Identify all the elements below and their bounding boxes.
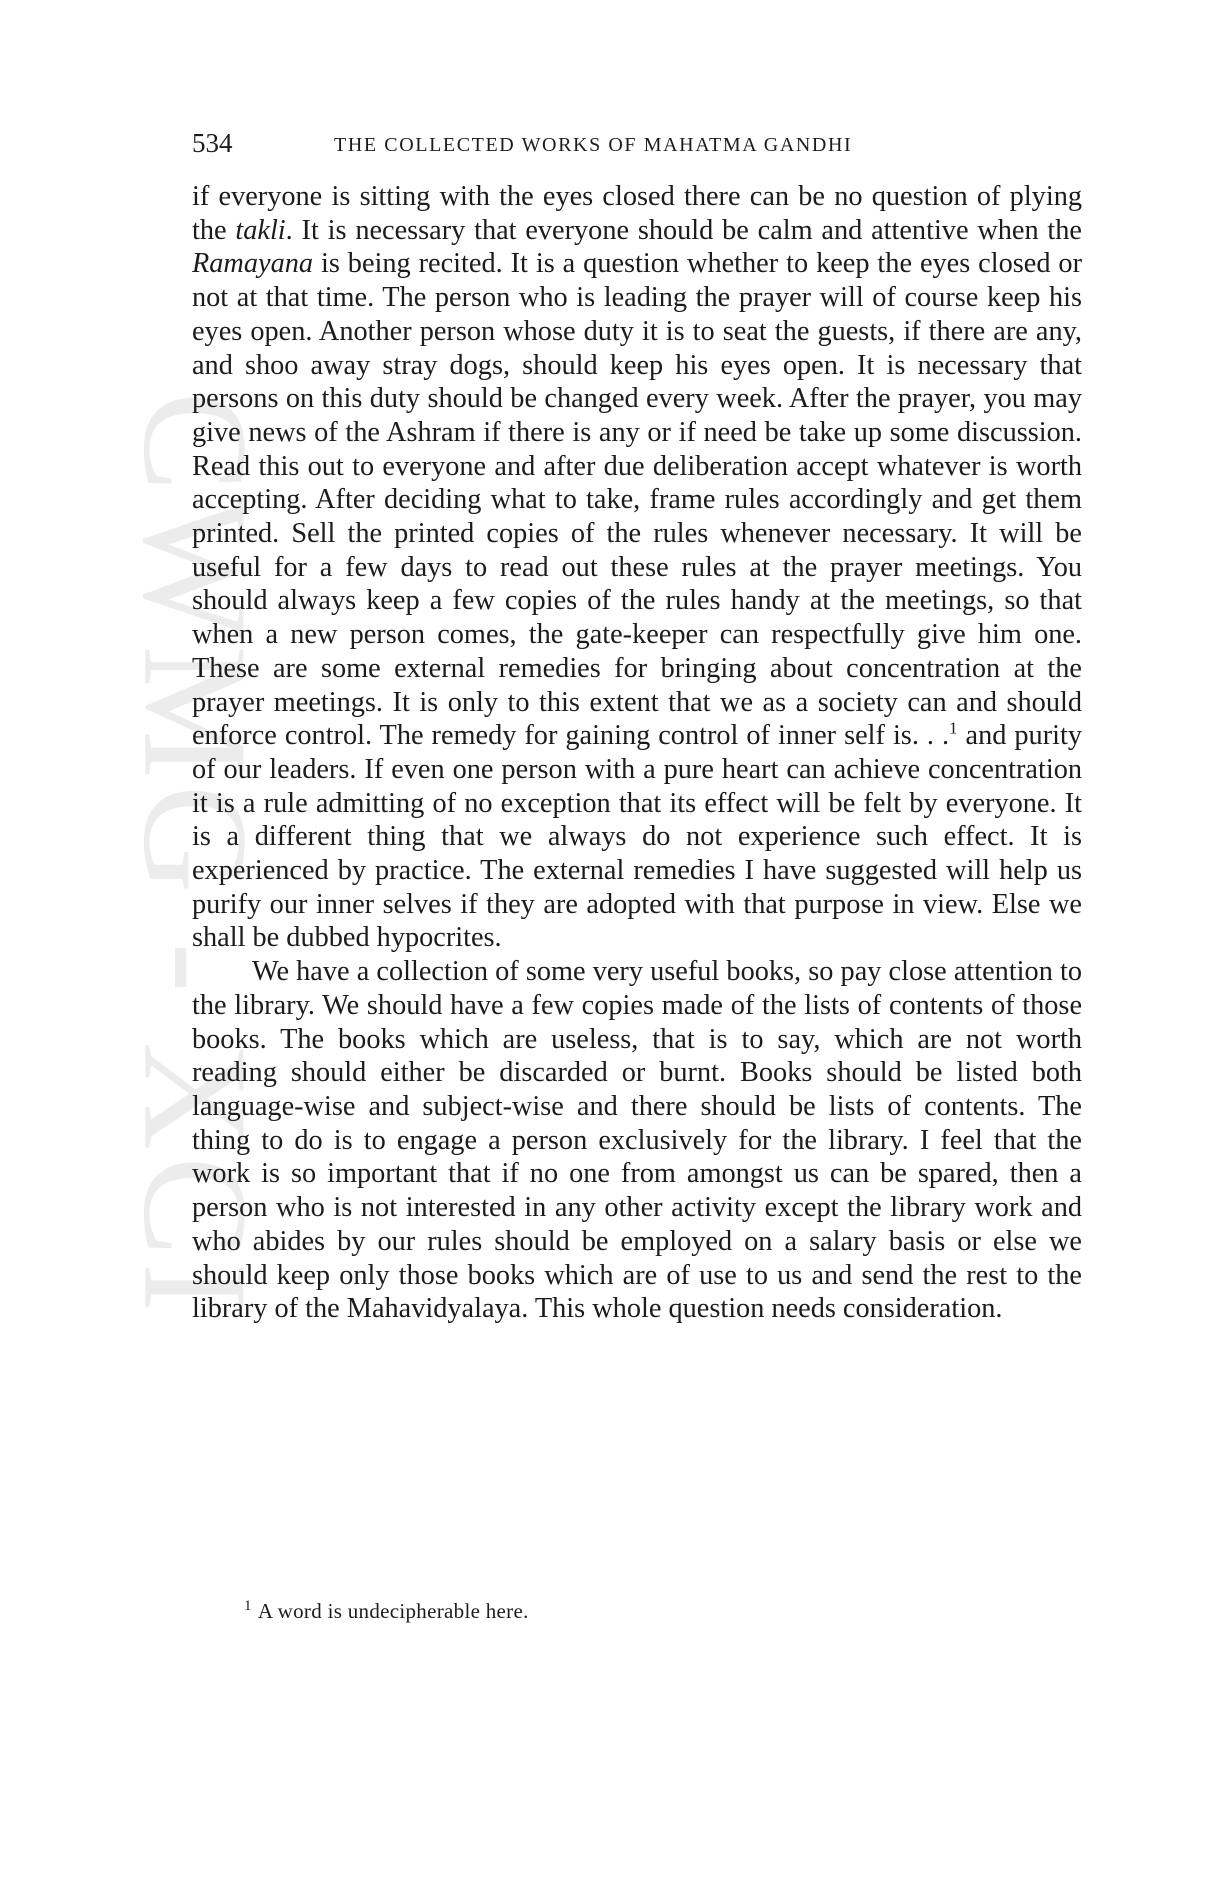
footnote-marker: 1 — [244, 1598, 252, 1614]
page-number: 534 — [192, 128, 233, 158]
paragraph-2: We have a collection of some very useful books, so pay close attention to the library. We should have a few copies made of the lists of contents of those books. The books which are useless, that is to say, which are not worth reading should either be discarded or burnt. Books should be listed both language-wise and subject-wise and there should be lists of contents. The thing to do is to engage a person exclusively for the library. I feel that the work is so important that if no one from amongst us can be spared, then a person who is not interested in any other activity except the library work and who abides by our rules should be employed on a salary basis or else we should keep only those books which are of use to us and send the rest to the library of the Mahavidyalaya. This whole question needs consideration. — [192, 956, 1082, 1325]
running-head: THE COLLECTED WORKS OF MAHATMA GANDHI — [334, 134, 853, 156]
takli-term: takli — [235, 214, 286, 246]
watermark-text: CWMG - XCI — [112, 391, 279, 1319]
paragraph-1-part-4: and purity of our leaders. If even one person with a pure heart can achieve concentration it is a rule admitting of no exception that its effect will be felt by everyone. It is a different thing that we always do not experience such effect. It is experienced by practice. The external remedies I have suggested will help us purify our inner selves if they are adopted with that purpose in view. Else we shall be dubbed hypocrites. — [192, 720, 1082, 954]
paragraph-1-part-1: if everyone is sitting with the eyes closed there can be no question of plying the — [192, 181, 1082, 246]
ramayana-term: Ramayana — [192, 248, 314, 280]
body-text — [192, 180, 1082, 1326]
page-header — [192, 128, 1082, 168]
footnote-text: A word is undecipherable here. — [257, 1599, 529, 1623]
paragraph-1 — [192, 180, 1082, 955]
paragraph-1-part-3: is being recited. It is a question whether to keep the eyes closed or not at that time. The person who is leading the prayer will of course keep his eyes open. Another person whose duty it is to seat the guests, if there are any, and shoo away stray dogs, should keep his eyes open. It is necessary that persons on this duty should be changed every week. After the prayer, you may give news of the Ashram if there is any or if need be take up some discussion. Read this out to everyone and after due deliberation accept whatever is worth accepting. After deciding what to take, frame rules accordingly and get them printed. Sell the printed copies of the rules whenever necessary. It will be useful for a few days to read out these rules at the prayer meetings. You should always keep a few copies of the rules handy at the meetings, so that when a new person comes, the gate-keeper can respectfully give him one. These are some external remedies for bringing about concentration at the prayer meetings. It is only to this extent that we as a society can and should enforce control. The remedy for gaining control of inner self is. . . — [192, 248, 1082, 752]
footnote — [244, 1598, 529, 1624]
paragraph-1-part-2: . It is necessary that everyone should be calm and attentive when the — [285, 214, 1082, 246]
footnote-reference: 1 — [949, 718, 958, 738]
